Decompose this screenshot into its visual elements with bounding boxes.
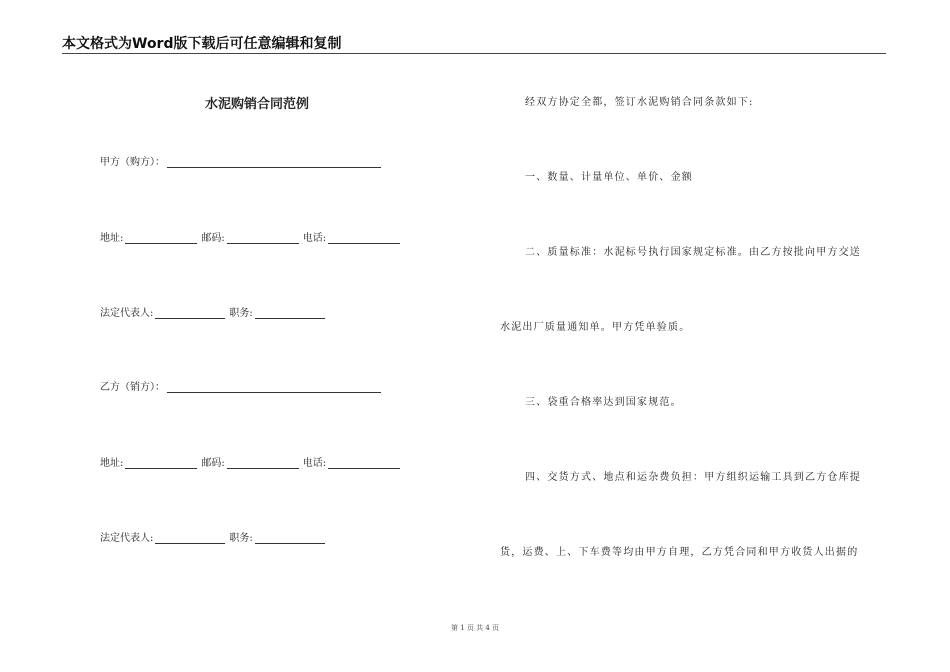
position-label-b: 职务: [229,533,253,544]
contract-title: 水泥购销合同范例 [205,97,310,112]
address-label-b: 地址: [100,458,124,469]
phone-blank-b [328,458,400,469]
party-b-rep-row [100,529,329,544]
party-a-row [100,153,385,168]
postcode-label-b: 邮码: [201,458,225,469]
postcode-blank-a [227,233,299,244]
party-b-row [100,378,385,393]
page-number: 第 1 页 共 4 页 [450,624,500,632]
postcode-label-a: 邮码: [201,233,225,244]
party-a-label: 甲方（购方）： [100,157,165,168]
party-a-contact-row [100,229,404,244]
address-label-a: 地址: [100,233,124,244]
address-blank-a [125,233,197,244]
legal-rep-blank-a [155,308,225,319]
postcode-blank-b [227,458,299,469]
intro-paragraph: 经双方协定全都，签订水泥购销合同条款如下: [525,97,754,108]
phone-label-a: 电话: [302,233,327,244]
clause-4-line-1: 四、交货方式、地点和运杂费负担：甲方组织运输工具到乙方仓库提 [525,472,861,483]
clause-2-line-1: 二、质量标准：水泥标号执行国家规定标准。由乙方按批向甲方交送 [525,247,861,258]
header-divider [62,53,886,54]
address-blank-b [125,458,197,469]
clause-1: 一、数量、计量单位、单价、金额 [525,172,693,183]
position-blank-a [255,308,325,319]
party-b-blank [167,382,381,393]
phone-blank-a [328,233,400,244]
party-b-contact-row [100,454,404,469]
legal-rep-label-a: 法定代表人: [100,308,154,319]
party-b-label: 乙方（销方）： [100,382,165,393]
legal-rep-blank-b [155,533,225,544]
party-a-blank [167,157,381,168]
party-a-rep-row [100,304,329,319]
document-header: 本文格式为Word版下载后可任意编辑和复制 [62,36,342,52]
position-label-a: 职务: [229,308,253,319]
legal-rep-label-b: 法定代表人: [100,533,154,544]
clause-4-line-2: 货，运费、上、下车费等均由甲方自理，乙方凭合同和甲方收货人出据的 [500,547,859,558]
clause-2-line-2: 水泥出厂质量通知单。甲方凭单验质。 [500,322,691,333]
phone-label-b: 电话: [302,458,327,469]
position-blank-b [255,533,325,544]
clause-3: 三、袋重合格率达到国家规范。 [525,397,682,408]
